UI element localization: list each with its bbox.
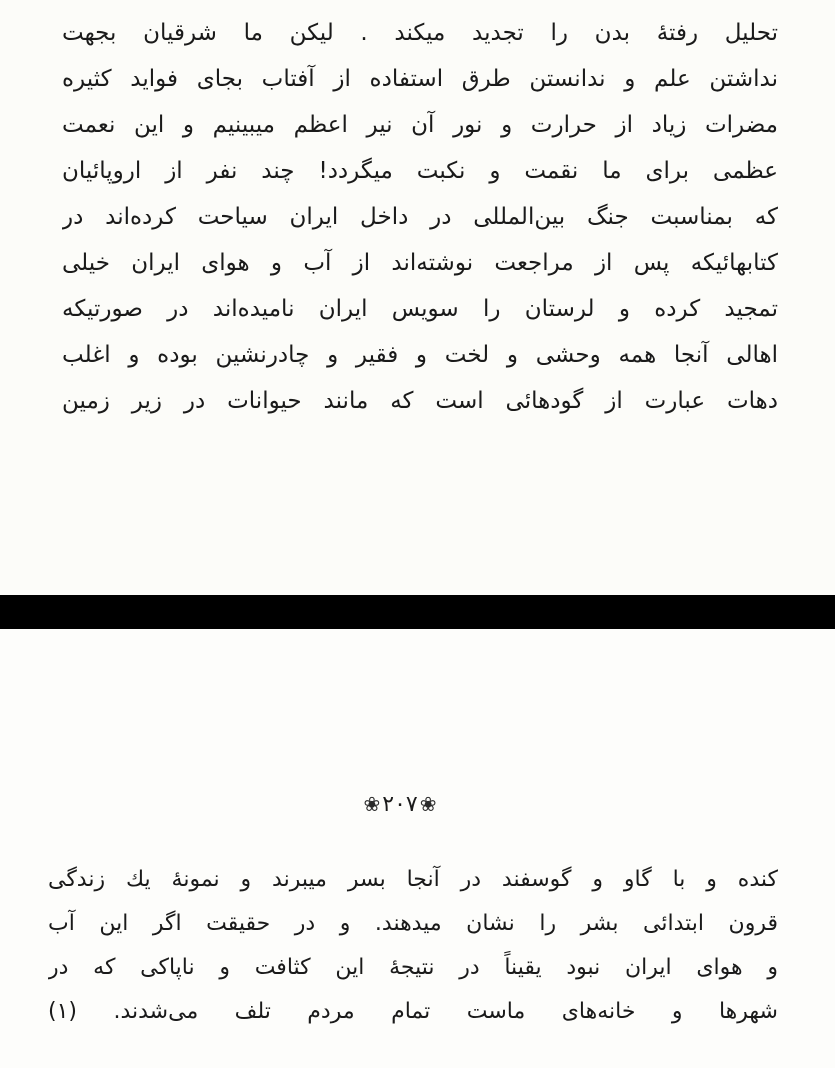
text-line: مضرات زیاد از حرارت و نور آن نیر اعظم میبینیم و این نعمت (62, 112, 778, 138)
text-line: کتابهائیکه پس از مراجعت نوشته‌اند از آب و هوای ایران خیلی (62, 250, 778, 276)
text-line: اهالی آنجا همه وحشی و لخت و فقیر و چادرنشین بوده و اغلب (62, 342, 778, 368)
right-ornament-icon: ❀ (363, 792, 381, 816)
left-ornament-icon: ❀ (419, 792, 437, 816)
text-line: و هوای ایران نبود یقیناً در نتیجهٔ این کثافت و ناپاکی که در (48, 955, 778, 980)
page-number: ۲۰۷ (382, 791, 418, 817)
text-line: نداشتن علم و ندانستن طرق استفاده از آفتاب بجای فواید کثیره (62, 66, 778, 92)
text-line: قرون ابتدائی بشر را نشان میدهند. و در حقیقت اگر این آب (48, 911, 778, 936)
text-line: کنده و با گاو و گوسفند در آنجا بسر میبرند و نمونهٔ یك زندگی (48, 867, 778, 892)
text-line: که بمناسبت جنگ بین‌المللی در داخل ایران سیاحت کرده‌اند در (62, 204, 778, 230)
text-line: شهرها و خانه‌های ماست تمام مردم تلف می‌شدند. (۱) (48, 999, 778, 1024)
text-line: تمجید کرده و لرستان را سویس ایران نامیده‌اند در صورتیکه (62, 296, 778, 322)
text-line: دهات عبارت از گودهائی است که مانند حیوانات در زیر زمین (62, 388, 778, 414)
page-separator-bar (0, 595, 835, 629)
upper-paragraph (62, 10, 778, 424)
lower-paragraph (48, 858, 778, 1034)
page-number-header (340, 784, 460, 824)
text-line: عظمی برای ما نقمت و نکبت میگردد! چند نفر از اروپائیان (62, 158, 778, 184)
text-line: تحلیل رفتهٔ بدن را تجدید میکند . لیکن ما شرقیان بجهت (62, 20, 778, 46)
